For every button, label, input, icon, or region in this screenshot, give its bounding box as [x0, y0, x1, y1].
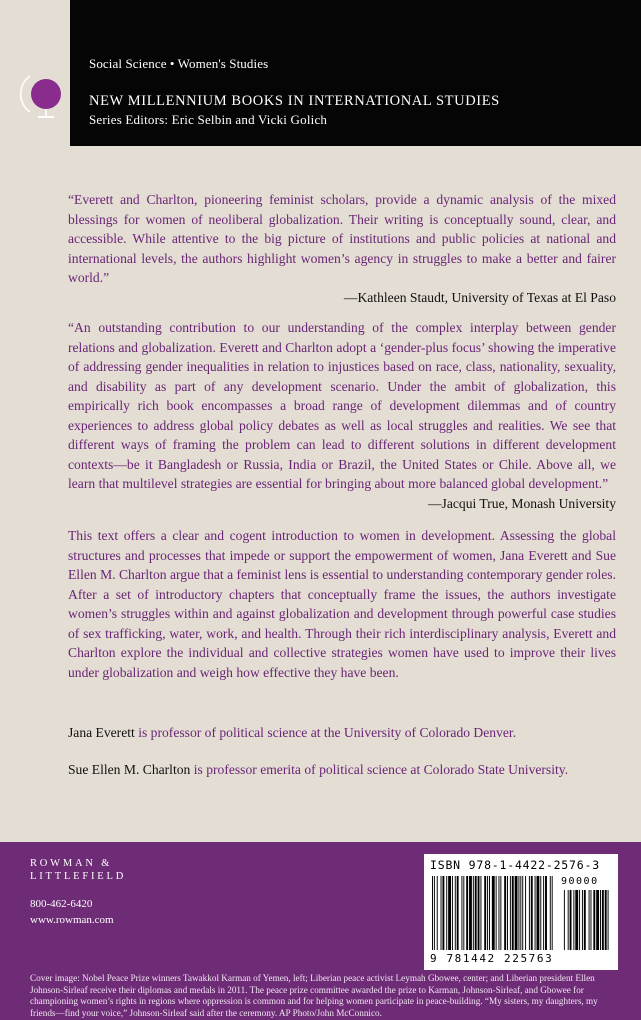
author-bio-2 — [68, 760, 628, 779]
series-title: NEW MILLENNIUM BOOKS IN INTERNATIONAL STUDIES — [89, 93, 500, 109]
book-description: This text offers a clear and cogent introduction to women in development. Assessing the global structures and processes that impede or support the empowerment of women, Jana Everett and Sue Ellen M. Charlton argue that a feminist lens is essential to understanding contemporary gender roles. After a set of introductory chapters that conceptually frame the issues, the authors investigate women’s struggles within and against globalization and development through powerful case studies of sex trafficking, water, work, and health. Through their rich interdisciplinary analysis, Everett and Charlton explore the individual and collective strategies women have used to improve their lives under globalization and weigh how effective they have been. — [68, 528, 616, 680]
endorsement-quote-2 — [68, 318, 616, 513]
quote-attribution: —Kathleen Staudt, University of Texas at El Paso — [343, 289, 616, 305]
publisher-name-line2: LITTLEFIELD — [30, 871, 127, 882]
author-name: Jana Everett — [68, 725, 135, 740]
author-bio-text: is professor emerita of political science at Colorado State University. — [190, 762, 569, 777]
publisher-footer — [0, 842, 641, 1020]
publisher-logo — [30, 857, 126, 883]
publisher-phone: 800-462-6420 — [30, 898, 93, 910]
isbn-barcode — [424, 854, 618, 970]
cover-image-credit: Cover image: Nobel Peace Prize winners Tawakkol Karman of Yemen, left; Liberian peace activist Leymah Gbowee, center; and Liberian president Ellen Johnson-Sirleaf receive their diplomas and medals in 2011. The peace prize committee awarded the prize to Karman, Johnson-Sirleaf, and Gbowee for championing women’s rights in regions where oppression is common and for helping women participate in peace-building. “My sisters, my daughters, my friends—find your voice,” Johnson-Sirleaf said after the ceremony. AP Photo/John McConnico. — [30, 973, 598, 1018]
quote-text: “Everett and Charlton, pioneering feminist scholars, provide a dynamic analysis of the mixed blessings for women of neoliberal globalization. Their writing is conceptually sound, clear, and accessible. While attentive to the big picture of institutions and public policies at national and international levels, the authors highlight women’s agency in struggles to make a better and fairer world.” — [68, 192, 616, 285]
author-bio-1 — [68, 723, 628, 742]
publisher-website: www.rowman.com — [30, 914, 114, 926]
barcode-number: 9 781442 225763 — [430, 952, 554, 965]
publisher-name-line1: ROWMAN & — [30, 858, 113, 869]
price-code: 90000 — [561, 876, 599, 887]
quote-attribution: —Jacqui True, Monash University — [427, 495, 616, 511]
quote-text: “An outstanding contribution to our understanding of the complex interplay between gender relations and globalization. Everett and Charlton adopt a ‘gender-plus focus’ showing the imperative of addressing gender inequalities in relation to injustices based on race, class, nationality, sexuality, and disability as part of any development scenario. Under the ambit of globalization, this empirically rich book encompasses a broad range of development dilemmas and of country experiences to address global policy debates as well as local struggles and realities. We see that different ways of framing the problem can lead to different solutions in different development contexts—be it Bangladesh or Russia, India or Brazil, the United States or Chile. Above all, we learn that multilevel strategies are essential for bringing about more balanced global development.” — [68, 320, 616, 491]
series-editors: Series Editors: Eric Selbin and Vicki Golich — [89, 112, 328, 127]
endorsement-quote-1 — [68, 190, 616, 307]
publisher-contact — [30, 896, 114, 928]
subject-category: Social Science • Women's Studies — [89, 56, 269, 71]
isbn-number: ISBN 978-1-4422-2576-3 — [430, 858, 600, 872]
series-header — [70, 0, 641, 146]
globe-icon — [0, 68, 70, 128]
author-bio-text: is professor of political science at the University of Colorado Denver. — [134, 725, 517, 740]
author-name: Sue Ellen M. Charlton — [68, 762, 191, 777]
